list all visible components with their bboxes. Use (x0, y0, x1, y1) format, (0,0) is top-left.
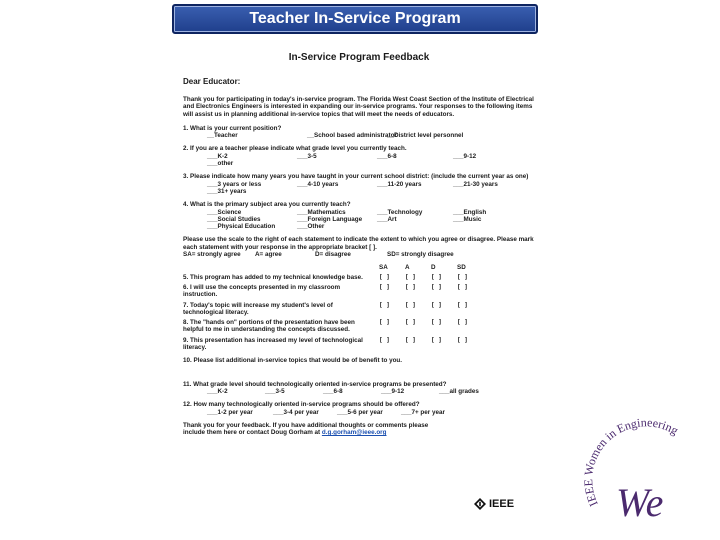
scale-key (183, 251, 535, 258)
option[interactable]: ___3-4 per year (273, 408, 319, 416)
wie-arc-textpath: IEEE Women in Engineering (581, 415, 681, 509)
likert-header-cell: SD (457, 264, 466, 272)
question-11-options (183, 388, 535, 395)
question-3-options (183, 181, 535, 196)
form-title: In-Service Program Feedback (288, 52, 430, 63)
response-bracket[interactable]: [ ] (379, 301, 390, 309)
response-bracket[interactable]: [ ] (431, 336, 442, 344)
likert-header-cell: D (431, 264, 436, 272)
question-4-text: 4. What is the primary subject area you currently teach? (183, 201, 351, 209)
likert-row (183, 302, 535, 317)
response-bracket[interactable]: [ ] (405, 273, 416, 281)
question-1-options (183, 132, 535, 139)
likert-row (183, 337, 535, 352)
response-bracket[interactable]: [ ] (405, 301, 416, 309)
option[interactable]: ___31+ years (207, 187, 247, 195)
scale-instructions (183, 236, 535, 258)
likert-row (183, 274, 535, 281)
option[interactable]: ___Other (297, 223, 325, 231)
wie-mark: We (616, 480, 664, 525)
option[interactable]: __District level personnel (387, 132, 464, 140)
option[interactable]: ___1-2 per year (207, 408, 253, 416)
option[interactable]: ___K-2 (207, 387, 228, 395)
option[interactable]: ___4-10 years (297, 180, 339, 188)
likert-row (183, 319, 535, 334)
option[interactable]: ___Music (453, 215, 482, 223)
thank-you-note (183, 422, 433, 437)
question-1 (183, 125, 535, 140)
scale-key-item: SA= strongly agree (183, 251, 241, 259)
ieee-diamond-icon (474, 498, 486, 510)
question-2 (183, 145, 535, 167)
question-10: 10. Please list additional in-service topics that would be of benefit to you. (183, 357, 403, 365)
scale-key-item: SD= strongly disagree (387, 251, 454, 259)
question-12-text: 12. How many technologically oriented in-service programs should be offered? (183, 401, 420, 409)
question-1-text: 1. What is your current position? (183, 124, 282, 132)
ieee-logo-text: IEEE (489, 498, 515, 510)
statement: 7. Today's topic will increase my student's level of technological literacy. (183, 301, 333, 316)
page-banner (172, 4, 538, 34)
response-bracket[interactable]: [ ] (457, 283, 468, 291)
option[interactable]: ___9-12 (453, 152, 477, 160)
response-bracket[interactable]: [ ] (431, 283, 442, 291)
option[interactable]: __School based administrator (307, 132, 397, 140)
statement: 8. The "hands on" portions of the presentation have been helpful to me in understanding the concepts discussed. (183, 319, 355, 334)
option[interactable]: ___3-5 (297, 152, 317, 160)
option[interactable]: ___Mathematics (297, 208, 346, 216)
option[interactable]: ___Technology (377, 208, 423, 216)
feedback-form-document (183, 52, 535, 522)
response-bracket[interactable]: [ ] (457, 319, 468, 327)
scale-instructions-text: Please use the scale to the right of each statement to indicate the extent to which you agree or disagree. Please mark each statement with your response in the appropriate bracket [ ]. (183, 236, 534, 251)
question-12 (183, 401, 535, 416)
response-bracket[interactable]: [ ] (431, 273, 442, 281)
option[interactable]: ___English (453, 208, 487, 216)
response-bracket[interactable]: [ ] (405, 283, 416, 291)
option[interactable]: ___9-12 (381, 387, 405, 395)
option[interactable]: __Teacher (207, 132, 238, 140)
question-2-text: 2. If you are a teacher please indicate what grade level you currently teach. (183, 145, 407, 153)
option[interactable]: ___3 years or less (207, 180, 262, 188)
likert-header-cell: SA (379, 264, 388, 272)
response-bracket[interactable]: [ ] (405, 336, 416, 344)
greeting: Dear Educator: (183, 77, 241, 86)
statement: 5. This program has added to my technical knowledge base. (183, 273, 363, 281)
option[interactable]: ___Social Studies (207, 215, 261, 223)
question-11-text: 11. What grade level should technologically oriented in-service programs be presented? (183, 380, 447, 388)
question-11 (183, 381, 535, 396)
option[interactable]: ___Science (207, 208, 242, 216)
ieee-logo (474, 498, 514, 510)
question-4-options (183, 209, 535, 231)
option[interactable]: ___6-8 (377, 152, 397, 160)
statement: 9. This presentation has increased my level of technological literacy. (183, 336, 363, 352)
women-in-engineering-logo (576, 404, 706, 534)
response-bracket[interactable]: [ ] (457, 301, 468, 309)
banner-title: Teacher In-Service Program (249, 10, 461, 27)
option[interactable]: ___Physical Education (207, 223, 276, 231)
scale-key-item: A= agree (255, 251, 282, 259)
response-bracket[interactable]: [ ] (405, 319, 416, 327)
response-bracket[interactable]: [ ] (379, 319, 390, 327)
question-3-text: 3. Please indicate how many years you have taught in your current school district: (include the current year as one) (183, 173, 529, 181)
option[interactable]: ___Foreign Language (297, 215, 363, 223)
option[interactable]: ___other (207, 160, 234, 168)
response-bracket[interactable]: [ ] (379, 283, 390, 291)
option[interactable]: ___K-2 (207, 152, 228, 160)
likert-header-cell: A (405, 264, 410, 272)
option[interactable]: ___all grades (439, 387, 479, 395)
option[interactable]: ___Art (377, 215, 397, 223)
response-bracket[interactable]: [ ] (379, 336, 390, 344)
intro-paragraph: Thank you for participating in today's in-service program. The Florida West Coast Section of the Institute of Electrical and Electronics Engineers is interested in expanding our in-service programs. Your responses to the following items will assist us in planning additional in-service topics that will meet the needs of educators. (183, 96, 534, 118)
likert-header (183, 264, 535, 271)
contact-email-link[interactable]: d.g.gorham@ieee.org (321, 429, 387, 437)
response-bracket[interactable]: [ ] (457, 273, 468, 281)
option[interactable]: ___3-5 (265, 387, 285, 395)
response-bracket[interactable]: [ ] (431, 301, 442, 309)
option[interactable]: ___7+ per year (401, 408, 445, 416)
thank-you-text: Thank you for your feedback. If you have additional thoughts or comments please include them here or contact Doug Gorham at (183, 421, 429, 437)
response-bracket[interactable]: [ ] (431, 319, 442, 327)
statement: 6. I will use the concepts presented in my classroom instruction. (183, 283, 341, 299)
option[interactable]: ___6-8 (323, 387, 343, 395)
question-12-options (183, 409, 535, 416)
option[interactable]: ___11-20 years (377, 180, 422, 188)
likert-row (183, 284, 535, 299)
option[interactable]: ___21-30 years (453, 180, 498, 188)
response-bracket[interactable]: [ ] (457, 336, 468, 344)
question-3 (183, 173, 535, 195)
question-4 (183, 201, 535, 230)
option[interactable]: ___5-6 per year (337, 408, 383, 416)
question-2-options (183, 153, 535, 168)
response-bracket[interactable]: [ ] (379, 273, 390, 281)
scale-key-item: D= disagree (315, 251, 351, 259)
